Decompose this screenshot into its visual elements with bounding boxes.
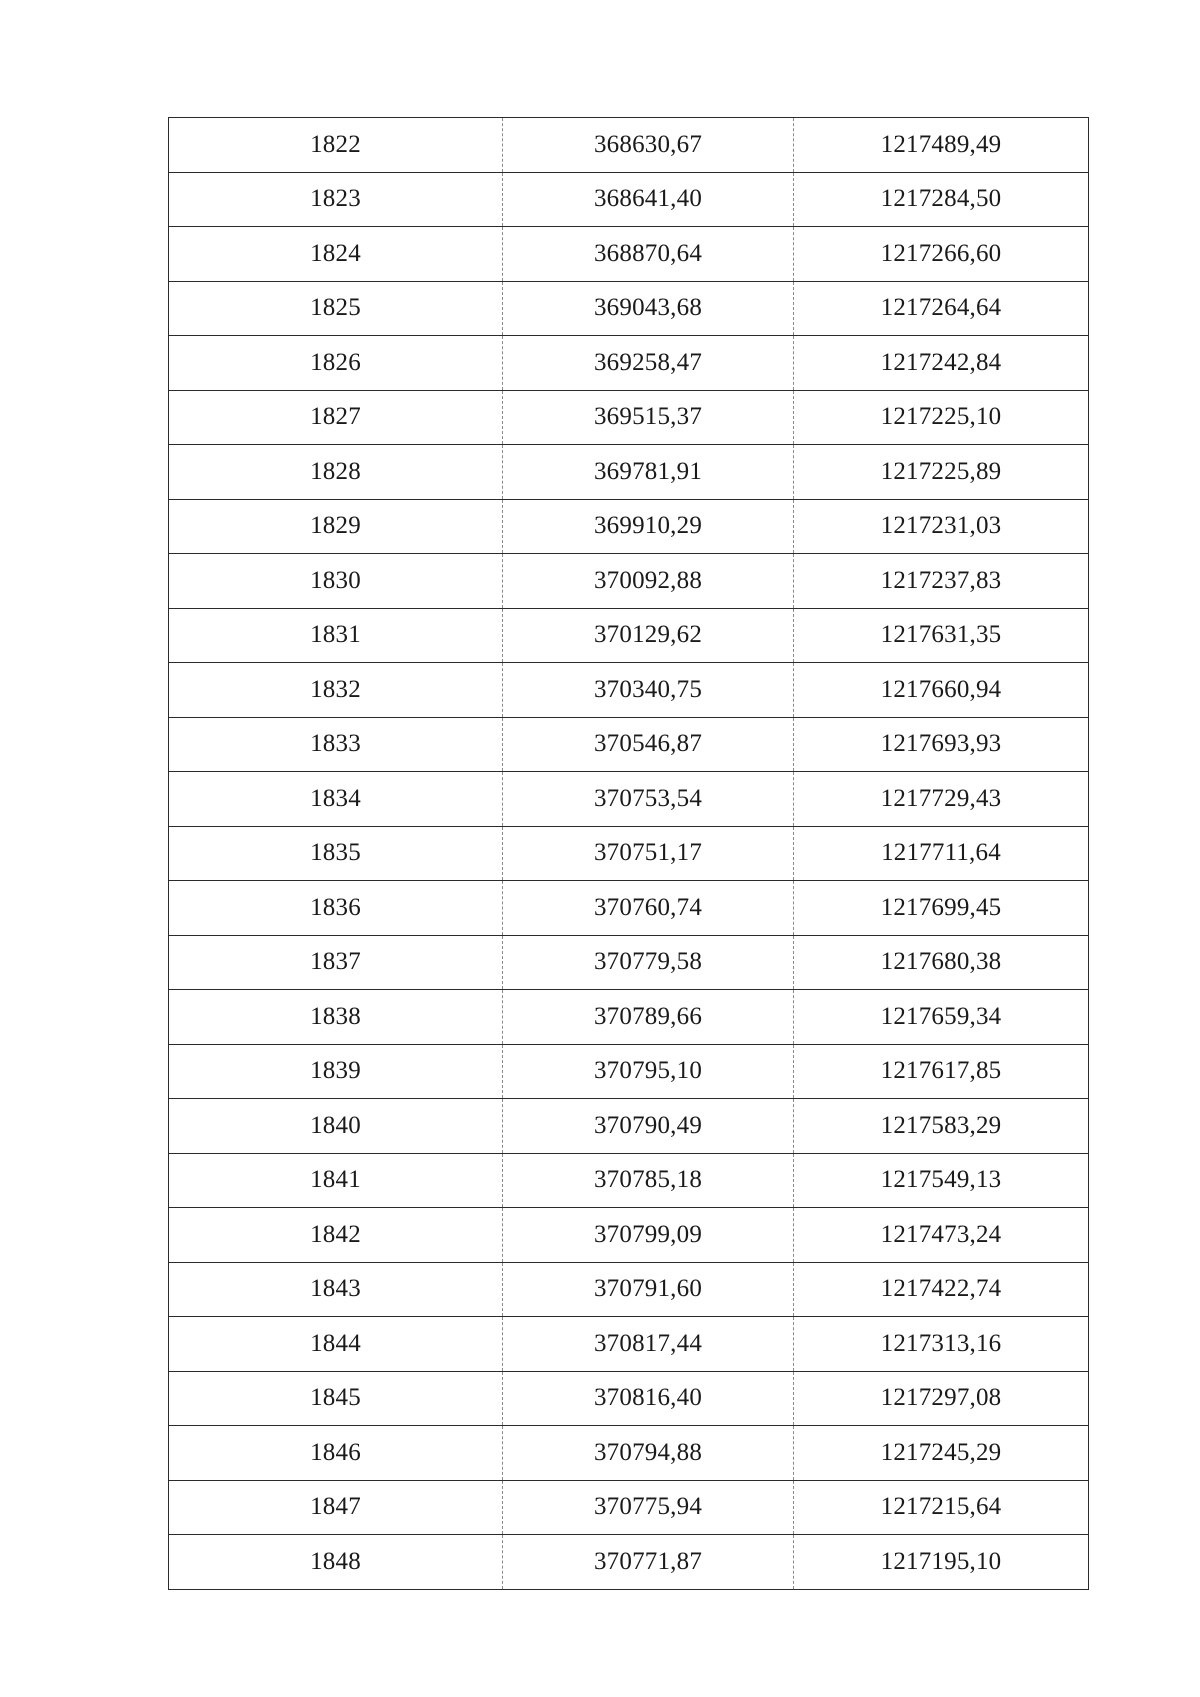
- y-coordinate-cell: 1217489,49: [794, 118, 1089, 173]
- table-row: [169, 1044, 1089, 1099]
- y-coordinate-cell: 1217231,03: [794, 499, 1089, 554]
- point-number-cell: 1832: [169, 663, 503, 718]
- x-coordinate-cell: 369043,68: [503, 281, 794, 336]
- point-number-cell: 1828: [169, 445, 503, 500]
- y-coordinate-cell: 1217245,29: [794, 1426, 1089, 1481]
- x-coordinate-cell: 368641,40: [503, 172, 794, 227]
- coordinates-table: [168, 117, 1089, 1590]
- point-number-cell: 1844: [169, 1317, 503, 1372]
- x-coordinate-cell: 368870,64: [503, 227, 794, 282]
- x-coordinate-cell: 370779,58: [503, 935, 794, 990]
- x-coordinate-cell: 370785,18: [503, 1153, 794, 1208]
- table-row: [169, 608, 1089, 663]
- table-row: [169, 227, 1089, 282]
- table-row: [169, 554, 1089, 609]
- table-row: [169, 772, 1089, 827]
- table-row: [169, 281, 1089, 336]
- x-coordinate-cell: 370760,74: [503, 881, 794, 936]
- point-number-cell: 1827: [169, 390, 503, 445]
- table-row: [169, 118, 1089, 173]
- table-row: [169, 663, 1089, 718]
- y-coordinate-cell: 1217659,34: [794, 990, 1089, 1045]
- x-coordinate-cell: 370789,66: [503, 990, 794, 1045]
- point-number-cell: 1831: [169, 608, 503, 663]
- y-coordinate-cell: 1217422,74: [794, 1262, 1089, 1317]
- table-row: [169, 935, 1089, 990]
- table-row: [169, 336, 1089, 391]
- x-coordinate-cell: 370546,87: [503, 717, 794, 772]
- table-row: [169, 1099, 1089, 1154]
- table-row: [169, 172, 1089, 227]
- x-coordinate-cell: 370340,75: [503, 663, 794, 718]
- table-row: [169, 445, 1089, 500]
- point-number-cell: 1838: [169, 990, 503, 1045]
- y-coordinate-cell: 1217242,84: [794, 336, 1089, 391]
- y-coordinate-cell: 1217693,93: [794, 717, 1089, 772]
- y-coordinate-cell: 1217225,10: [794, 390, 1089, 445]
- point-number-cell: 1835: [169, 826, 503, 881]
- x-coordinate-cell: 369910,29: [503, 499, 794, 554]
- x-coordinate-cell: 370799,09: [503, 1208, 794, 1263]
- x-coordinate-cell: 370751,17: [503, 826, 794, 881]
- x-coordinate-cell: 370795,10: [503, 1044, 794, 1099]
- y-coordinate-cell: 1217297,08: [794, 1371, 1089, 1426]
- y-coordinate-cell: 1217473,24: [794, 1208, 1089, 1263]
- y-coordinate-cell: 1217631,35: [794, 608, 1089, 663]
- point-number-cell: 1846: [169, 1426, 503, 1481]
- point-number-cell: 1848: [169, 1535, 503, 1590]
- point-number-cell: 1829: [169, 499, 503, 554]
- x-coordinate-cell: 370791,60: [503, 1262, 794, 1317]
- y-coordinate-cell: 1217237,83: [794, 554, 1089, 609]
- x-coordinate-cell: 370794,88: [503, 1426, 794, 1481]
- y-coordinate-cell: 1217699,45: [794, 881, 1089, 936]
- y-coordinate-cell: 1217264,64: [794, 281, 1089, 336]
- table-row: [169, 390, 1089, 445]
- point-number-cell: 1840: [169, 1099, 503, 1154]
- y-coordinate-cell: 1217583,29: [794, 1099, 1089, 1154]
- x-coordinate-cell: 369781,91: [503, 445, 794, 500]
- point-number-cell: 1836: [169, 881, 503, 936]
- point-number-cell: 1824: [169, 227, 503, 282]
- table-row: [169, 1208, 1089, 1263]
- point-number-cell: 1823: [169, 172, 503, 227]
- table-row: [169, 717, 1089, 772]
- point-number-cell: 1842: [169, 1208, 503, 1263]
- table-row: [169, 1371, 1089, 1426]
- y-coordinate-cell: 1217284,50: [794, 172, 1089, 227]
- x-coordinate-cell: 370129,62: [503, 608, 794, 663]
- y-coordinate-cell: 1217660,94: [794, 663, 1089, 718]
- point-number-cell: 1833: [169, 717, 503, 772]
- table-row: [169, 1426, 1089, 1481]
- x-coordinate-cell: 370817,44: [503, 1317, 794, 1372]
- point-number-cell: 1843: [169, 1262, 503, 1317]
- point-number-cell: 1834: [169, 772, 503, 827]
- x-coordinate-cell: 370092,88: [503, 554, 794, 609]
- y-coordinate-cell: 1217266,60: [794, 227, 1089, 282]
- table-row: [169, 1480, 1089, 1535]
- point-number-cell: 1837: [169, 935, 503, 990]
- x-coordinate-cell: 368630,67: [503, 118, 794, 173]
- table-row: [169, 499, 1089, 554]
- coordinates-table-body: [169, 118, 1089, 1590]
- table-row: [169, 1262, 1089, 1317]
- x-coordinate-cell: 370816,40: [503, 1371, 794, 1426]
- point-number-cell: 1845: [169, 1371, 503, 1426]
- table-row: [169, 1535, 1089, 1590]
- y-coordinate-cell: 1217313,16: [794, 1317, 1089, 1372]
- y-coordinate-cell: 1217729,43: [794, 772, 1089, 827]
- y-coordinate-cell: 1217215,64: [794, 1480, 1089, 1535]
- x-coordinate-cell: 370753,54: [503, 772, 794, 827]
- table-row: [169, 1317, 1089, 1372]
- table-row: [169, 1153, 1089, 1208]
- point-number-cell: 1825: [169, 281, 503, 336]
- point-number-cell: 1847: [169, 1480, 503, 1535]
- point-number-cell: 1841: [169, 1153, 503, 1208]
- y-coordinate-cell: 1217549,13: [794, 1153, 1089, 1208]
- point-number-cell: 1830: [169, 554, 503, 609]
- x-coordinate-cell: 370775,94: [503, 1480, 794, 1535]
- y-coordinate-cell: 1217617,85: [794, 1044, 1089, 1099]
- y-coordinate-cell: 1217225,89: [794, 445, 1089, 500]
- table-row: [169, 990, 1089, 1045]
- x-coordinate-cell: 370771,87: [503, 1535, 794, 1590]
- table-row: [169, 881, 1089, 936]
- x-coordinate-cell: 369258,47: [503, 336, 794, 391]
- y-coordinate-cell: 1217680,38: [794, 935, 1089, 990]
- point-number-cell: 1826: [169, 336, 503, 391]
- x-coordinate-cell: 369515,37: [503, 390, 794, 445]
- point-number-cell: 1822: [169, 118, 503, 173]
- y-coordinate-cell: 1217195,10: [794, 1535, 1089, 1590]
- y-coordinate-cell: 1217711,64: [794, 826, 1089, 881]
- point-number-cell: 1839: [169, 1044, 503, 1099]
- table-row: [169, 826, 1089, 881]
- x-coordinate-cell: 370790,49: [503, 1099, 794, 1154]
